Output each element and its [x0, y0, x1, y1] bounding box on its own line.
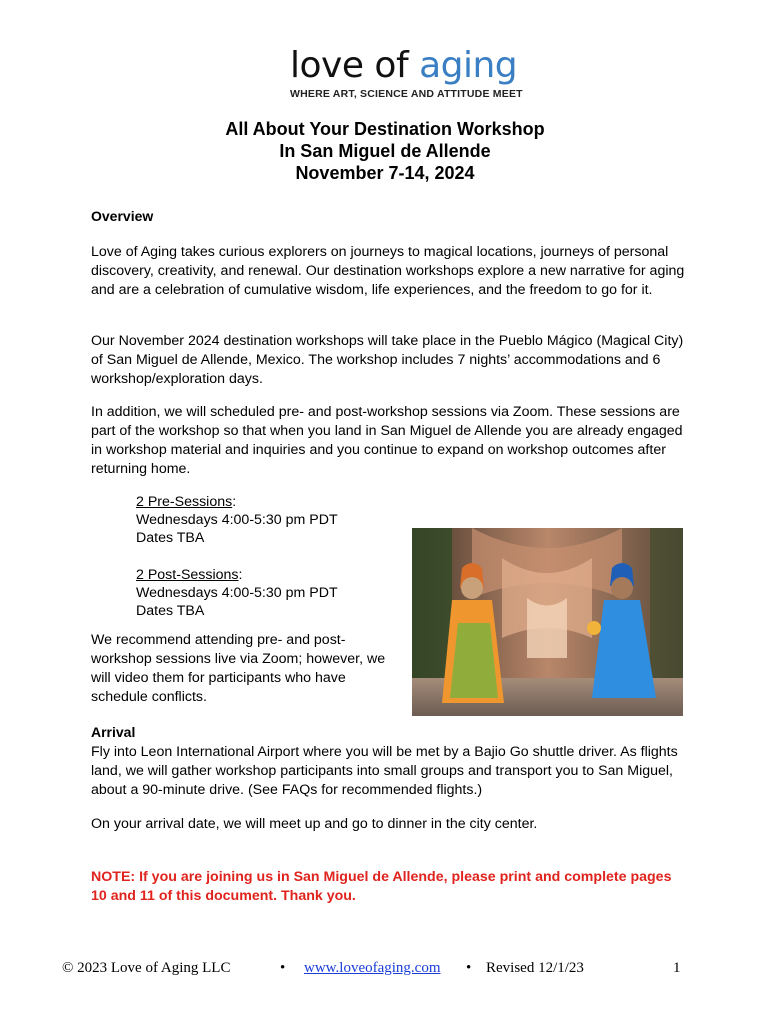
- post-sessions-time: Wednesdays 4:00-5:30 pm PDT: [136, 585, 338, 601]
- arcade-with-giant-puppets-image: [412, 528, 683, 716]
- logo-word-love-of: love of: [290, 45, 420, 86]
- title-line-1: All About Your Destination Workshop: [225, 119, 545, 139]
- post-sessions-dates: Dates TBA: [136, 603, 205, 619]
- pre-sessions-label: 2 Pre-Sessions: [136, 494, 233, 510]
- arrival-paragraph-2: On your arrival date, we will meet up and go to dinner in the city center.: [91, 816, 538, 832]
- pre-sessions-block: 2 Pre-Sessions: Wednesdays 4:00-5:30 pm PDT Dates TBA: [136, 494, 338, 546]
- note-text: NOTE: If you are joining us in San Miguel de Allende, please print and complete pages 10 and 11 of this document. Thank you.: [91, 869, 672, 904]
- post-sessions-block: 2 Post-Sessions: Wednesdays 4:00-5:30 pm PDT Dates TBA: [136, 567, 338, 619]
- footer-bullet-1: •: [280, 960, 286, 976]
- footer-bullet-2: •: [466, 960, 472, 976]
- post-sessions-label: 2 Post-Sessions: [136, 567, 239, 583]
- title-line-3: November 7-14, 2024: [295, 163, 475, 183]
- logo-wordmark: [290, 46, 530, 86]
- footer-page-number: 1: [673, 960, 681, 976]
- title-line-2: In San Miguel de Allende: [279, 141, 491, 161]
- workshop-photo: [412, 528, 683, 716]
- document-title: [0, 118, 770, 184]
- footer-copyright: © 2023 Love of Aging LLC: [62, 960, 231, 976]
- overview-heading: Overview: [91, 208, 154, 224]
- footer-website-link[interactable]: www.loveofaging.com: [304, 960, 441, 976]
- pre-sessions-time: Wednesdays 4:00-5:30 pm PDT: [136, 512, 338, 528]
- arrival-heading: Arrival: [91, 724, 136, 740]
- logo: [290, 46, 530, 100]
- overview-paragraph-3: In addition, we will scheduled pre- and post-workshop sessions via Zoom. These sessions are part of the workshop so that when you land in San Miguel de Allende you are already engaged in workshop material and inquiries and you continue to expand on workshop outcomes after returning home.: [91, 404, 683, 477]
- footer-revised-date: Revised 12/1/23: [486, 960, 584, 976]
- recommend-paragraph: We recommend attending pre- and post-workshop sessions live via Zoom; however, we will video them for participants who have schedule conflicts.: [91, 632, 386, 705]
- pre-sessions-dates: Dates TBA: [136, 530, 205, 546]
- overview-paragraph-1: Love of Aging takes curious explorers on journeys to magical locations, journeys of personal discovery, creativity, and renewal. Our destination workshops explore a new narrative for aging and are a celebration of cumulative wisdom, life experiences, and the freedom to go for it.: [91, 244, 685, 298]
- overview-paragraph-2: Our November 2024 destination workshops will take place in the Pueblo Mágico (Magical City) of San Miguel de Allende, Mexico. The workshop includes 7 nights’ accommodations and 6 workshop/exploration days.: [91, 333, 684, 387]
- logo-word-aging: aging: [419, 45, 518, 86]
- arrival-paragraph-1: Fly into Leon International Airport where you will be met by a Bajio Go shuttle driver. As flights land, we will gather workshop participants into small groups and transport you to San Miguel, about a 90-minute drive. (See FAQs for recommended flights.): [91, 744, 678, 798]
- logo-tagline: WHERE ART, SCIENCE AND ATTITUDE MEET: [290, 88, 523, 100]
